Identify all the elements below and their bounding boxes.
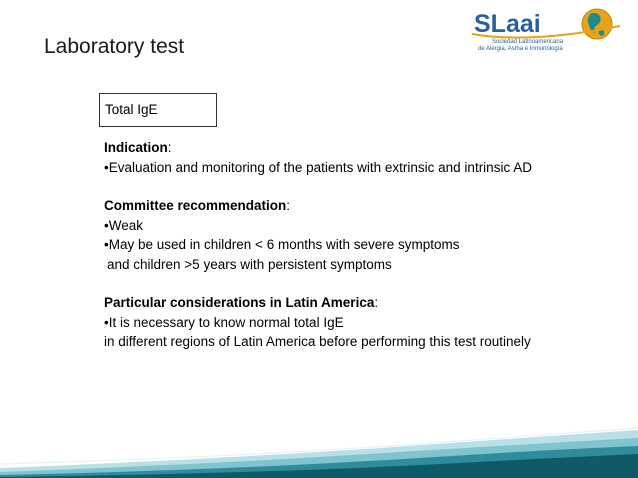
latin-america-item: •It is necessary to know normal total IgE (104, 314, 344, 330)
latin-america-item: in different regions of Latin America before performing this test routinely (104, 334, 531, 349)
slide-body (104, 138, 624, 371)
indication-heading: Indication (104, 140, 168, 155)
committee-item: •Weak (104, 217, 143, 233)
footer-wave-decoration (0, 418, 638, 478)
slaai-logo (470, 4, 630, 52)
indication-item: •Evaluation and monitoring of the patients with extrinsic and intrinsic AD (104, 159, 532, 175)
globe-icon (582, 9, 612, 39)
indication-section (104, 138, 624, 177)
logo-line2: de Alergia, Asma e Inmunología (478, 46, 563, 52)
committee-item: •May be used in children < 6 months with severe symptoms (104, 237, 460, 252)
indication-colon: : (167, 140, 172, 155)
latin-america-section (104, 293, 624, 352)
logo-line1: Sociedad Latinoamericana (492, 39, 564, 45)
committee-section (104, 196, 624, 274)
slide-title: Laboratory test (44, 35, 185, 58)
committee-heading: Committee recommendation (104, 198, 287, 213)
latin-america-heading: Particular considerations in Latin America (104, 295, 375, 310)
committee-colon: : (286, 198, 291, 213)
logo-wordmark: SLaai (474, 10, 541, 38)
latin-america-colon: : (374, 295, 379, 310)
committee-item: and children >5 years with persistent symptoms (107, 256, 392, 272)
test-name-box: Total IgE (99, 93, 217, 127)
